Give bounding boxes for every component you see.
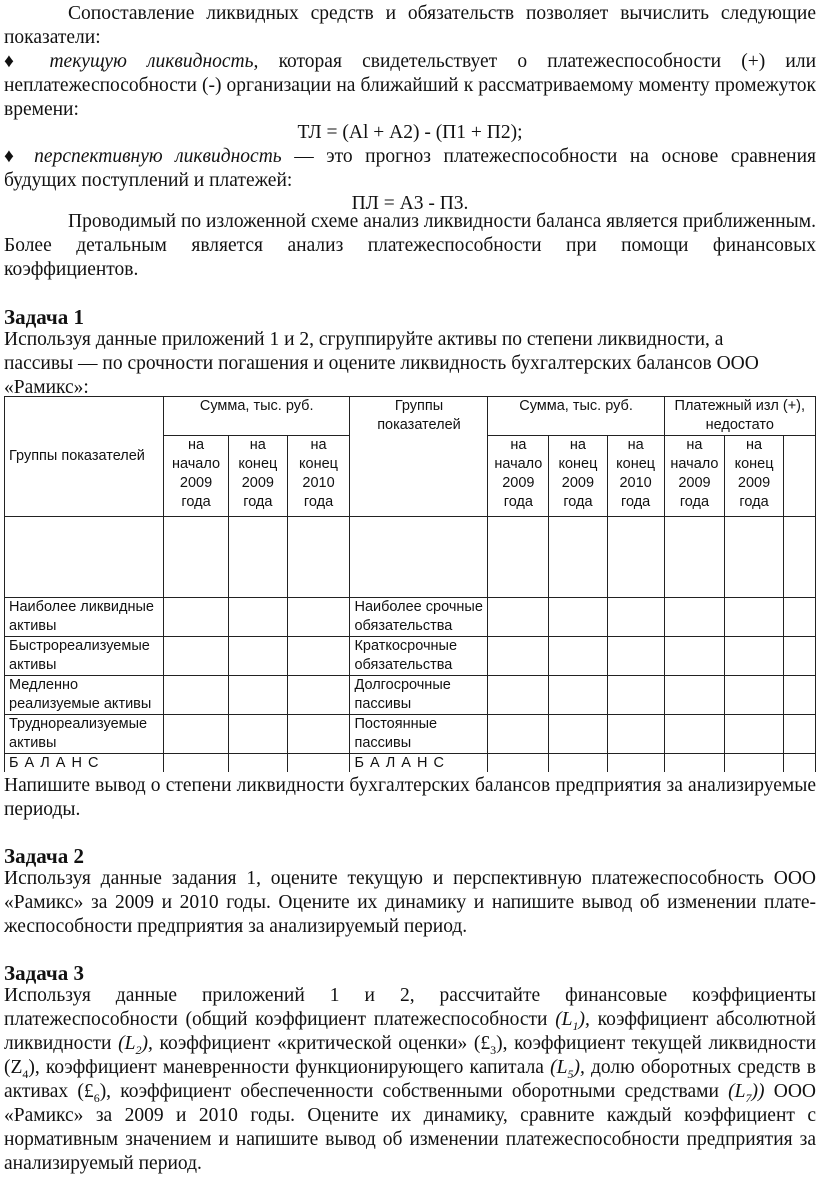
liabilities-sum-header: Сумма, тыс. руб. (488, 397, 664, 436)
asset-group-cell: Быстрореализуемые активы (5, 637, 164, 676)
period-header: на конец 2010 года (287, 436, 350, 517)
task1-conclusion: Напишите вывод о степени ликвидности бухгалтерских балансов предприятия за анализируемые периоды. (4, 775, 816, 820)
table-row (5, 637, 816, 676)
current-liquidity-definition: которая свидетельствует о платежеспособности (+) или неплатежеспособности (-) организации на ближайший к рассматриваемому моменту промежуток времени: (4, 51, 816, 120)
period-header: на начало 2009 года (488, 436, 549, 517)
liability-group-cell: Постоянные пассивы (350, 715, 488, 754)
task3-text: Используя данные приложений 1 и 2, рассчитайте финансовые коэффициенты платежеспособности (общий коэффициент платежеспособности $(L_1)$, коэффициент абсолютной ликвидности $(L_2)$, коэффициент «критической оценки» $(£_3)$, коэффициент текущей ликвидности $(Z_4)$, коэффициент маневренности функционирующего капитала $(L_5)$, долю оборотных средств в активах $(£_6)$, коэффициент обеспеченности собственными оборотными средствами $(L_7)$) ООО «Рамикс» за 2009 и 2010 годы. Оцените их динамику, сравните каждый коэффициент с нормативным значением и напишите вывод об изменении платежеспособности предприятия за анализируемый период. (4, 985, 816, 1174)
table-cell (783, 436, 815, 517)
period-header: на конец 2010 года (607, 436, 664, 517)
coef-l5: $(L_5)$, (550, 1057, 585, 1081)
asset-balance-cell: Б А Л А Н С (5, 754, 164, 773)
bullet-icon: ♦ (4, 51, 30, 72)
period-header: на конец 2009 года (725, 436, 783, 517)
liability-group-cell: Наиболее срочные обязательства (350, 598, 488, 637)
task2-text: Используя данные задания 1, оцените текущую и перспективную платежеспособность ООО «Рамикс» за 2009 и 2010 годы. Оцените их динамику и напишите вывод об изменении плате-жеспособности предприятия за анализируемый период. (4, 868, 816, 937)
asset-group-cell: Наиболее ликвидные активы (5, 598, 164, 637)
period-header: на конец 2009 года (229, 436, 287, 517)
task1-text: Используя данные приложений 1 и 2, сгруппируйте активы по степени ликвидности, а пассивы — по срочности погашения и оцените ликвидность бухгалтерских балансов ООО «Рамикс»: (4, 329, 759, 398)
prospective-liquidity-definition: — это прогноз платежеспособности на основе сравнения будущих поступлений и платежей: (4, 146, 816, 191)
coef-l1: $(L_1)$, (555, 1009, 590, 1033)
asset-group-cell: Медленно реализуемые активы (5, 676, 164, 715)
task2-title: Задача 2 (4, 844, 84, 868)
period-header: на начало 2009 года (664, 436, 725, 517)
liquidity-table-wrapper (4, 396, 816, 772)
payment-surplus-header: Платежный изл (+), недостато (664, 397, 815, 436)
coef-l7: $(L_7)$) (728, 1081, 765, 1105)
bullet-icon: ♦ (4, 146, 22, 167)
assets-sum-header: Сумма, тыс. руб. (163, 397, 350, 436)
table-row (5, 676, 816, 715)
liability-balance-cell: Б А Л А Н С (350, 754, 488, 773)
table-row (5, 598, 816, 637)
task1-title: Задача 1 (4, 305, 84, 329)
table-row (5, 517, 816, 598)
formula-prospective-liquidity: ПЛ = А3 - П3. (351, 193, 469, 214)
prospective-liquidity-paragraph (4, 145, 816, 193)
formula-current-liquidity: ТЛ = (Аl + А2) - (П1 + П2); (297, 122, 523, 143)
liability-group-cell: Долгосрочные пассивы (350, 676, 488, 715)
table-row-balance (5, 754, 816, 773)
asset-group-cell: Труднореализуемые активы (5, 715, 164, 754)
liquidity-table (4, 396, 816, 772)
analysis-note-paragraph: Проводимый по изложенной схеме анализ ликвидности баланса является приближенным. Более детальным является анализ платежеспособности при помощи финансовых коэффициентов. (4, 211, 816, 280)
period-header: на конец 2009 года (549, 436, 607, 517)
intro-paragraph: Сопоставление ликвидных средств и обязательств позволяет вычислить следующие показатели: (4, 3, 816, 48)
liability-group-cell: Краткосрочные обязательства (350, 637, 488, 676)
task3-title: Задача 3 (4, 961, 84, 985)
prospective-liquidity-term: перспективную ликвидность (34, 146, 282, 167)
coef-l2: $(L_2)$, (118, 1033, 153, 1057)
assets-group-header: Группы показателей (5, 397, 164, 517)
current-liquidity-term: текущую ликвидность, (49, 51, 259, 72)
table-row (5, 715, 816, 754)
liabilities-group-header: Группы показателей (350, 397, 488, 517)
current-liquidity-paragraph (4, 50, 816, 122)
period-header: на начало 2009 года (163, 436, 228, 517)
